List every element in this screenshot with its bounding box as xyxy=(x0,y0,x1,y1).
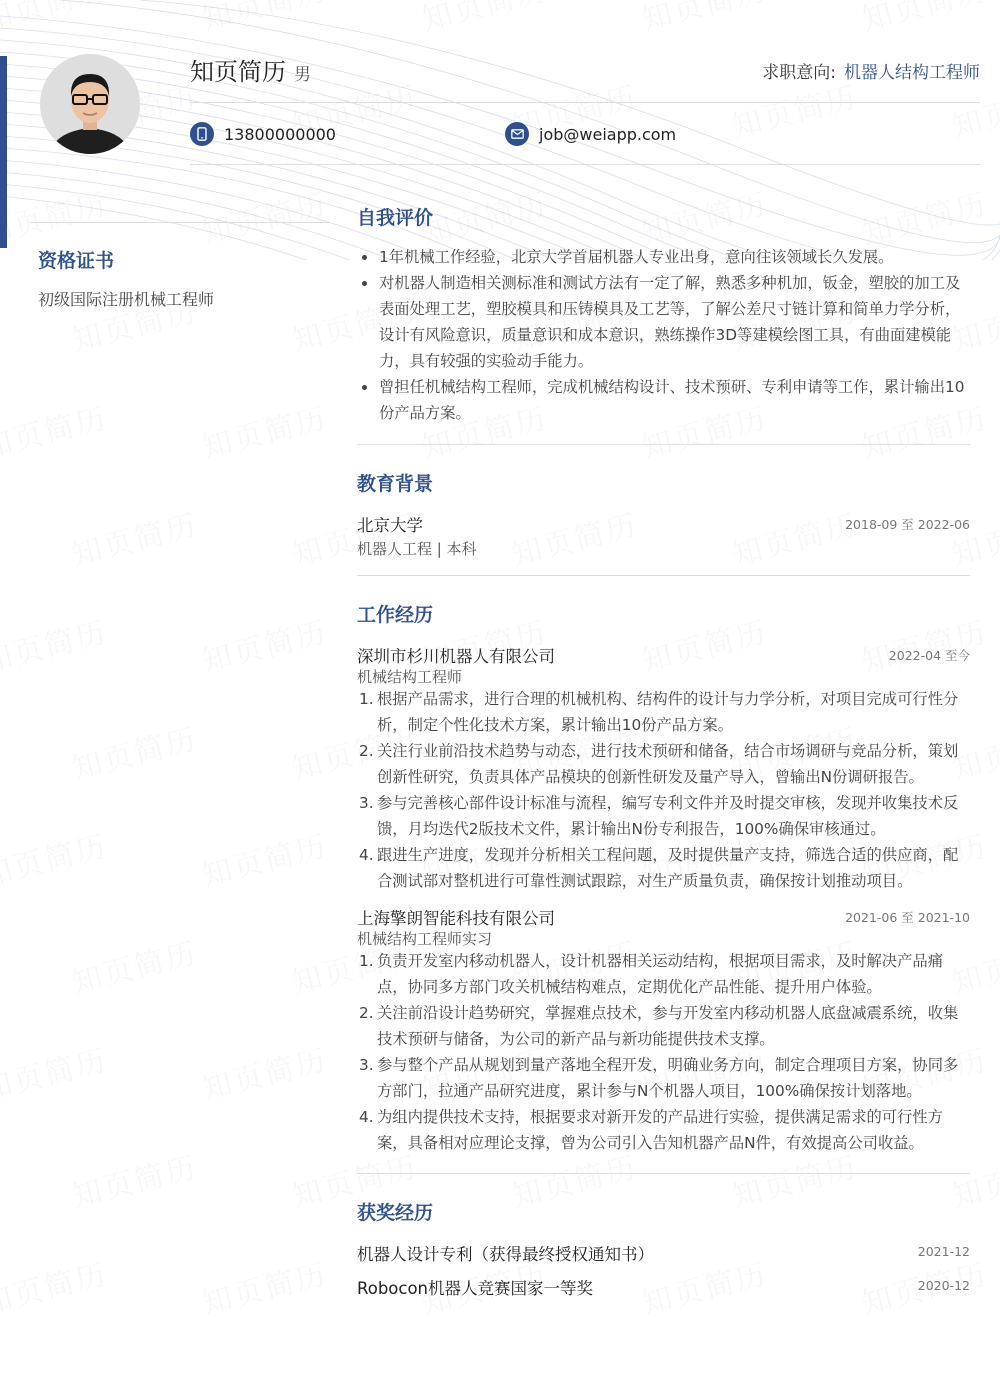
header-divider-top xyxy=(190,102,980,103)
job-duties-list xyxy=(357,686,972,894)
watermark-text xyxy=(197,393,332,467)
school-name: 北京大学 xyxy=(357,516,423,535)
self-eval-item: 对机器人制造相关测标准和测试方法有一定了解，熟悉多种机加，钣金，塑胶的加工及表面处理工艺，塑胶模具和压铸模具及工艺等，了解公差尺寸链计算和简单力学分析，设计有风险意识，质量意识和成本意识，熟练操作3D等建模绘图工具，有曲面建模能力，具有较强的实验动手能力。 xyxy=(357,270,972,374)
major-degree: 机器人工程 | 本科 xyxy=(357,540,477,558)
section-divider xyxy=(357,575,970,576)
mail-icon xyxy=(505,122,529,146)
self-eval-item: 曾担任机械结构工程师，完成机械结构设计、技术预研、专利申请等工作，累计输出10份产品方案。 xyxy=(357,374,972,426)
candidate-name xyxy=(190,52,311,87)
watermark-text xyxy=(0,1035,111,1109)
job-date: 2021-06 至 2021-10 xyxy=(845,910,970,925)
watermark-text xyxy=(67,1142,202,1216)
watermark-text xyxy=(67,500,202,574)
watermark-text xyxy=(637,607,772,681)
watermark-text xyxy=(197,1035,332,1109)
self-eval-list xyxy=(357,244,972,426)
watermark-text xyxy=(0,607,111,681)
award-name: 机器人设计专利（获得最终授权通知书） xyxy=(357,1245,654,1264)
avatar xyxy=(40,54,140,154)
job-role: 机械结构工程师实习 xyxy=(357,930,493,948)
section-divider xyxy=(357,444,970,445)
section-divider xyxy=(357,1173,970,1174)
watermark-text xyxy=(507,500,642,574)
job-duty-item: 4. 跟进生产进度，发现并分析相关工程问题，及时提供量产支持，筛选合适的供应商，配合测试部对整机进行可靠性测试跟踪，对生产质量负责，确保按计划推动项目。 xyxy=(359,846,959,890)
intent-value: 机器人结构工程师 xyxy=(844,63,980,83)
company-name: 上海擎朗智能科技有限公司 xyxy=(357,909,555,928)
award-date: 2021-12 xyxy=(917,1244,970,1259)
watermark-text xyxy=(197,1249,332,1323)
watermark-text xyxy=(0,821,111,895)
accent-bar xyxy=(0,56,7,248)
watermark-text xyxy=(67,714,202,788)
watermark-text xyxy=(727,500,862,574)
job-duties-list xyxy=(357,948,972,1156)
award-date: 2020-12 xyxy=(917,1278,970,1293)
watermark-text xyxy=(0,1249,111,1323)
intent-label: 求职意向: xyxy=(762,63,836,83)
watermark-text xyxy=(197,607,332,681)
person-photo-icon xyxy=(40,54,140,154)
job-duty-item: 2. 关注行业前沿技术趋势与动态，进行技术预研和储备，结合市场调研与竞品分析，策划创新性研究，负责具体产品模块的创新性研发及量产导入，曾输出N份调研报告。 xyxy=(359,742,959,786)
watermark-text xyxy=(637,1249,772,1323)
email-contact xyxy=(505,122,676,146)
cert-item: 初级国际注册机械工程师 xyxy=(38,290,215,309)
sidebar-divider xyxy=(30,222,330,223)
company-name: 深圳市杉川机器人有限公司 xyxy=(357,647,555,666)
email-text: job@weiapp.com xyxy=(539,124,677,144)
job-duty-item: 2. 关注前沿设计趋势研究，掌握难点技术，参与开发室内移动机器人底盘减震系统，收集技术预研与储备，为公司的新产品与新功能提供技术支撑。 xyxy=(359,1004,959,1048)
background-lines-decoration xyxy=(0,0,1000,260)
name-text: 知页简历 xyxy=(190,58,286,86)
job-date: 2022-04 至今 xyxy=(888,648,970,663)
gender-text: 男 xyxy=(294,65,311,85)
watermark-text xyxy=(197,821,332,895)
watermark-text xyxy=(857,607,992,681)
awards-title: 获奖经历 xyxy=(357,1202,434,1224)
job-duty-item: 1. 负责开发室内移动机器人，设计机器相关运动结构，根据项目需求，及时解决产品痛点，协同多方部门攻关机械结构难点，定期优化产品性能、提升用户体验。 xyxy=(359,952,943,996)
job-duty-item: 3. 参与整个产品从规划到量产落地全程开发，明确业务方向，制定合理项目方案，协同多方部门，拉通产品研究进度，累计参与N个机器人项目，100%确保按计划落地。 xyxy=(359,1056,959,1100)
education-title: 教育背景 xyxy=(357,473,434,495)
phone-text: 13800000000 xyxy=(224,124,336,144)
self-eval-title: 自我评价 xyxy=(357,207,434,229)
job-role: 机械结构工程师 xyxy=(357,668,463,686)
work-title: 工作经历 xyxy=(357,604,434,626)
watermark-text xyxy=(67,928,202,1002)
watermark-text xyxy=(0,393,111,467)
phone-contact xyxy=(190,122,336,146)
job-intent xyxy=(762,58,980,83)
job-duty-item: 1. 根据产品需求，进行合理的机械机构、结构件的设计与力学分析，对项目完成可行性分析，制定个性化技术方案，累计输出10份产品方案。 xyxy=(359,690,959,734)
self-eval-item: 1年机械工作经验，北京大学首届机器人专业出身，意向往该领域长久发展。 xyxy=(357,244,972,270)
cert-section-title: 资格证书 xyxy=(38,250,115,272)
education-date: 2018-09 至 2022-06 xyxy=(845,517,970,532)
job-duty-item: 4. 为组内提供技术支持，根据要求对新开发的产品进行实验，提供满足需求的可行性方案，具备相对应理论支撑，曾为公司引入告知机器产品N件，有效提高公司收益。 xyxy=(359,1108,943,1152)
phone-icon xyxy=(190,122,214,146)
header-divider-bottom xyxy=(190,164,980,165)
watermark-text xyxy=(947,500,1000,574)
job-duty-item: 3. 参与完善核心部件设计标准与流程，编写专利文件并及时提交审核，发现并收集技术反馈，月均迭代2版技术文件，累计输出N份专利报告，100%确保审核通过。 xyxy=(359,794,959,838)
award-name: Robocon机器人竞赛国家一等奖 xyxy=(357,1279,594,1298)
